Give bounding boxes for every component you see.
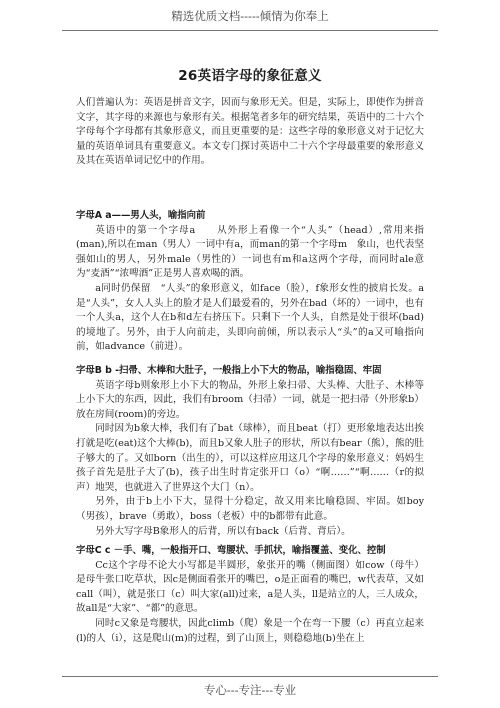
section-paragraph: 英语中的第一个字母a 从外形上看像一个“人头”（head）,常用来指(man),所以在man（男人）一词中有a，而man的第一个字母m 象山，也代表坚强如山的男人，另外male（男性的）一词也有m和a这两个字母，而同时ale意为“麦酒”“浓啤酒”正是男人喜欢喝的酒。 — [76, 224, 424, 280]
section-heading: 字母C c －手、嘴，一般指开口、弯腰状、手抓状，喻指覆盖、变化、控制 — [76, 545, 386, 556]
section-paragraph: 英语字母b则象形上小下大的物品，外形上象扫帚、大头棒、大肚子、木棒等上小下大的东西，因此，我们有broom（扫帚）一词，就是一把扫帚（外形象b）放在房间(room)的旁边。 — [76, 379, 424, 420]
section-paragraph: a同时仍保留 “人头”的象形意义，如face（脸），f象形女性的披肩长发。a是“人头”，女人人头上的脸才是人们最爱看的，另外在bad（坏的）一词中，也有一个人头a，这个人在b和d左右挤压下。只剩下一个人头，自然是处于很坏(bad)的境地了。另外，由于人向前走，头即向前倾，所以表示人“头”的a又可喻指向前，如advance（前进）。 — [76, 282, 424, 353]
page-header: 精选优质文档-----倾情为你奉上 — [171, 9, 329, 23]
footer-divider — [62, 676, 438, 677]
intro-block — [76, 96, 424, 169]
section-paragraph: 另外大写字母B象形人的后背，所以有back（后背、背后）。 — [95, 525, 351, 537]
section-paragraph: 同时因为b象大棒，我们有了bat（球棒），而且beat（打）更形象地表达出挨打就是吃(eat)这个大棒(b)，而且b又象人肚子的形状，所以有bear（熊），熊的肚子够大的了。又如born（出生的），可以这样应用这几个字母的象形意义：妈妈生孩子首先是肚子大了(b)，孩子出生时肯定张开口（o）“啊……”“啊……（r的拟声）地哭，也就进入了世界这个大门（n）。 — [76, 423, 424, 493]
page-footer: 专心---专注---专业 — [203, 683, 297, 697]
section-letter-b — [76, 364, 424, 539]
header-divider — [62, 30, 438, 31]
intro-paragraph: 人们普遍认为：英语是拼音文字，因而与象形无关。但是，实际上，即使作为拼音文字，其字母的来源也与象形有关。根据笔者多年的研究结果，英语中的二十六个字母每个字母都有其象形意义，而且更重要的是：这些字母的象形意义对于记忆大量的英语单词具有重要意义。本文专门探讨英语中二十六个字母最重要的象形意义及其在英语单词记忆中的作用。 — [76, 97, 424, 167]
section-letter-a — [76, 209, 424, 355]
section-letter-c — [76, 544, 424, 646]
section-heading: 字母A a——男人头，喻指向前 — [76, 210, 206, 221]
section-paragraph: Cc这个字母不论大小写都是半圆形，象张开的嘴（侧面图）如cow（母牛）是母牛张口吃草状，因c是侧面看张开的嘴巴，o是正面看的嘴巴，w代表草，又如call（叫），就是张口（c）叫大家(all)过来，a是人头，ll是站立的人，三人成众，故all是“大家”、“都”的意思。 — [76, 559, 424, 615]
section-heading: 字母B b -扫帚、木棒和大肚子，一般指上小下大的物品，喻指稳固、牢固 — [76, 365, 382, 376]
page-title: 26英语字母的象征意义 — [178, 68, 322, 84]
section-paragraph: 另外，由于b上小下大，显得十分稳定，故又用来比喻稳固、牢固。如boy（男孩），brave（勇敢），boss（老板）中的b都带有此意。 — [76, 496, 424, 522]
section-paragraph: 同时c又象是弯腰状，因此climb（爬）象是一个在弯一下腰（c）再直立起来(l)的人（i），这是爬山(m)的过程，到了山顶上，则稳稳地(b)坐在上 — [76, 617, 424, 644]
